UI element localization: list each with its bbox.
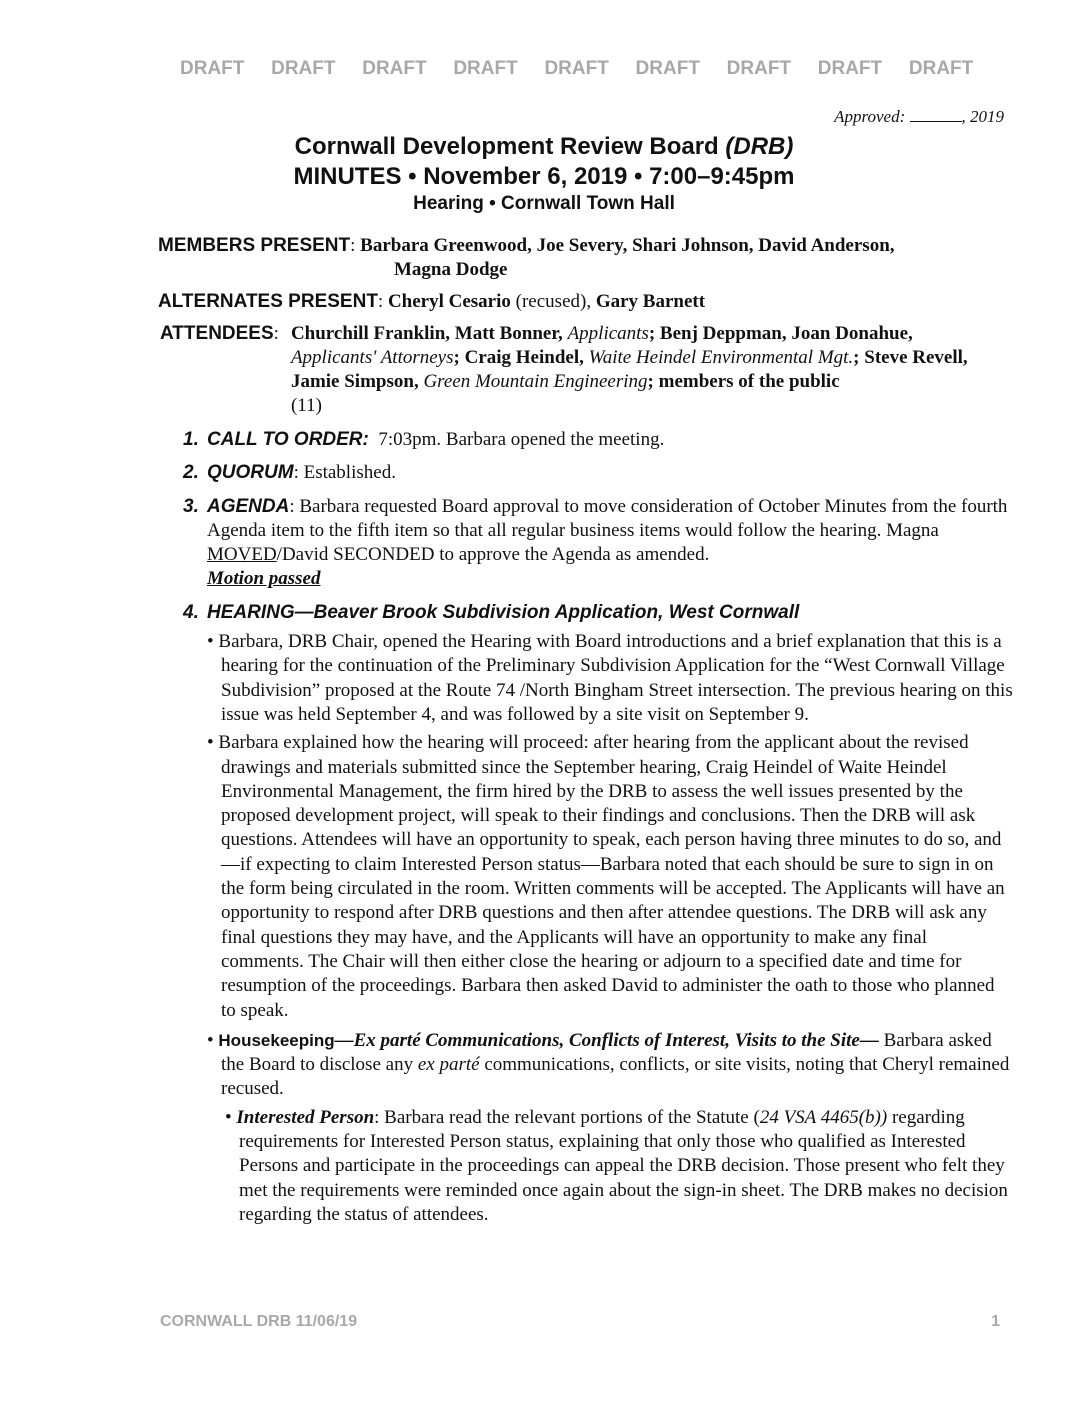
- draft-label: DRAFT: [817, 58, 883, 79]
- board-abbrev: (DRB): [725, 133, 794, 160]
- hearing-bullet: • Housekeeping—Ex parté Communications, Conflicts of Interest, Visits to the Site— Barbara asked the Board to disclose any ex parté communications, conflicts, or site visits, noting that Cheryl remained recused.: [207, 1029, 1010, 1100]
- housekeeping-heading: Housekeeping: [218, 1030, 335, 1050]
- bullet-text: : Barbara read the relevant portions of the Statute (: [374, 1106, 760, 1128]
- page-footer: [160, 1313, 1000, 1331]
- alternates-label: ALTERNATES PRESENT: [158, 291, 378, 312]
- housekeeping-subheading: —Ex parté Communications, Conflicts of Interest, Visits to the Site—: [334, 1029, 879, 1051]
- item-number: 3.: [183, 495, 199, 517]
- item-heading: CALL TO ORDER:: [207, 429, 369, 450]
- recused-note: (recused),: [515, 291, 592, 312]
- item-text: : Established.: [293, 462, 396, 484]
- approved-year: , 2019: [961, 107, 1004, 126]
- attendee-role: Applicants' Attorneys: [290, 347, 454, 368]
- footer-doc-id: CORNWALL DRB 11/06/19: [160, 1313, 358, 1330]
- attendees-list: [279, 322, 991, 418]
- draft-label: DRAFT: [635, 58, 700, 79]
- agenda-items: [183, 428, 1013, 1231]
- item-quorum: [183, 461, 1013, 485]
- members-present: MEMBERS PRESENT: Barbara Greenwood, Joe Severy, Shari Johnson, David Anderson, Magna Dodge: [158, 234, 1018, 282]
- item-number: 2.: [183, 462, 199, 484]
- hearing-subbullet: • Interested Person: Barbara read the relevant portions of the Statute (24 VSA 4465(b)) regarding requirements for Interested Person status, explaining that only those who qualified as Interested Persons and participate in the proceedings can appeal the DRB decision. Those present who felt they met the requirements were reminded once again about the sign-in sheet. The DRB makes no decision regarding the status of attendees.: [225, 1106, 1008, 1225]
- page-number: 1: [991, 1313, 1000, 1330]
- bullet-text: Barbara explained how the hearing will proceed: after hearing from the applicant about the revised drawings and materials submitted since the September hearing, Craig Heindel of Waite Heindel Environmental Management, the firm hired by the DRB to assess the well issues presented by the proposed development project, will speak to their findings and conclusions. Then the DRB will ask questions. Attendees will have an opportunity to speak, each person having three minutes to do so, and—if expecting to claim Interested Person status—Barbara noted that each should be sure to sign in on the form being circulated in the room. Written comments will be accepted. The Applicants will have an opportunity to respond after DRB questions and then after attendee questions. The DRB will ask any final questions they may have, and the Applicants will have an opportunity to make any final comments. The Chair will then either close the hearing or adjourn to a specified date and time for resumption of the proceedings. Barbara then asked David to administer the oath to those who planned to speak.: [218, 732, 1005, 1021]
- draft-label: DRAFT: [362, 58, 427, 79]
- bullet-text: Barbara asked the Board to disclose any: [221, 1029, 992, 1076]
- alternate-name: Gary Barnett: [595, 291, 706, 312]
- item-number: 4.: [183, 601, 199, 623]
- item-text: : Barbara requested Board approval to move consideration of October Minutes from the fourth Agenda item to the fifth item so that all regular business items would follow the hearing. Magna: [207, 495, 1008, 541]
- approved-date-blank: [910, 107, 962, 122]
- document-title: [0, 132, 1088, 216]
- item-heading: AGENDA: [207, 495, 290, 517]
- item-number: 1.: [183, 429, 199, 450]
- hearing-bullet: • Barbara, DRB Chair, opened the Hearing with Board introductions and a brief explanation that this is a hearing for the continuation of the Preliminary Subdivision Application for the “West Cornwall Village Subdivision” proposed at the Route 74 /North Bingham Street intersection. The previous hearing on this issue was held September 4, and was followed by a site visit on September 9.: [207, 631, 1013, 725]
- bullet-text-italic: ex parté: [417, 1054, 480, 1076]
- attendee-names: Churchill Franklin, Matt Bonner,: [290, 323, 563, 344]
- approved-line: [834, 107, 1004, 127]
- attendee-role: Green Mountain Engineering: [423, 371, 648, 392]
- attendee-names: ; Steve Revell, Jamie Simpson,: [290, 347, 968, 392]
- attendee-names: ; Benj Deppman, Joan Donahue,: [648, 323, 913, 344]
- hearing-bullet: • Barbara explained how the hearing will proceed: after hearing from the applicant about the revised drawings and materials submitted since the September hearing, Craig Heindel of Waite Heindel Environmental Management, the firm hired by the DRB to assess the well issues presented by the proposed development project, will speak to their findings and conclusions. Then the DRB will ask questions. Attendees will have an opportunity to speak, each person having three minutes to do so, and—if expecting to claim Interested Person status—Barbara noted that each should be sure to sign in on the form being circulated in the room. Written comments will be accepted. The Applicants will have an opportunity to respond after DRB questions and then after attendee questions. The DRB will ask any final questions they may have, and the Applicants will have an opportunity to make any final comments. The Chair will then either close the hearing or adjourn to a specified date and time for resumption of the proceedings. Barbara then asked David to administer the oath to those who planned to speak.: [207, 732, 1005, 1021]
- members-label: MEMBERS PRESENT: [158, 235, 351, 256]
- item-heading: HEARING—Beaver Brook Subdivision Application, West Cornwall: [207, 601, 800, 623]
- attendee-names: ; Craig Heindel,: [453, 347, 584, 368]
- moved-word: MOVED: [207, 544, 277, 566]
- approved-label: Approved:: [834, 107, 906, 126]
- hearing-bullets: [183, 630, 1013, 1227]
- bullet-text: Barbara, DRB Chair, opened the Hearing with Board introductions and a brief explanation that this is a hearing for the continuation of the Preliminary Subdivision Application for the “West Cornwall Village Subdivision” proposed at the Route 74 /North Bingham Street intersection. The previous hearing on this issue was held September 4, and was followed by a site visit on September 9.: [218, 631, 1013, 725]
- attendee-role: Waite Heindel Environmental Mgt.: [588, 347, 854, 368]
- item-call-to-order: [183, 428, 1013, 452]
- draft-label: DRAFT: [908, 58, 974, 79]
- item-hearing: [183, 601, 1013, 625]
- draft-label: DRAFT: [544, 58, 609, 79]
- attendee-role: Applicants: [567, 323, 649, 344]
- item-text: 7:03pm. Barbara opened the meeting.: [378, 429, 665, 450]
- alternates-present: ALTERNATES PRESENT: Cheryl Cesario (recused), Gary Barnett: [158, 291, 706, 312]
- draft-label: DRAFT: [453, 58, 518, 79]
- attendees: ATTENDEES: Churchill Franklin, Matt Bonner, Applicants; Benj Deppman, Joan Donahue, Applicants' Attorneys; Craig Heindel, Waite Heindel Environmental Mgt.; Steve Revell, Jamie Simpson, Green Mountain Engineering; members of the public (11): [160, 322, 1020, 418]
- board-name: [0, 132, 1088, 162]
- item-heading: QUORUM: [207, 462, 294, 484]
- item-text: /David SECONDED to approve the Agenda as amended.: [276, 544, 710, 566]
- board-name-text: Cornwall Development Review Board: [294, 133, 719, 160]
- members-names-cont: Magna Dodge: [394, 259, 508, 280]
- members-names: Barbara Greenwood, Joe Severy, Shari Johnson, David Anderson,: [360, 235, 895, 256]
- interested-person-heading: Interested Person: [236, 1106, 375, 1128]
- alternate-name: Cheryl Cesario: [387, 291, 511, 312]
- meeting-location: Hearing • Cornwall Town Hall: [413, 193, 675, 214]
- draft-label: DRAFT: [180, 58, 245, 79]
- draft-watermark-bar: [180, 58, 1000, 80]
- bullet-text: communications, conflicts, or site visits, noting that Cheryl remained recused.: [221, 1054, 1010, 1100]
- minutes-date-line: MINUTES • November 6, 2019 • 7:00–9:45pm: [293, 163, 795, 190]
- public-count: (11): [290, 395, 322, 416]
- attendees-label: ATTENDEES: [160, 323, 274, 344]
- motion-result: Motion passed: [207, 568, 321, 590]
- item-agenda: [183, 495, 1013, 592]
- draft-label: DRAFT: [726, 58, 792, 79]
- statute-reference: 24 VSA 4465(b)): [759, 1106, 888, 1128]
- attendee-names: ; members of the public: [647, 371, 840, 392]
- bullet-text: regarding requirements for Interested Person status, explaining that only those who qualified as Interested Persons and participate in the proceedings can appeal the DRB decision. Those present who felt they met the requirements were reminded once again about the sign-in sheet. The DRB makes no decision regarding the status of attendees.: [239, 1106, 1008, 1225]
- draft-label: DRAFT: [271, 58, 336, 79]
